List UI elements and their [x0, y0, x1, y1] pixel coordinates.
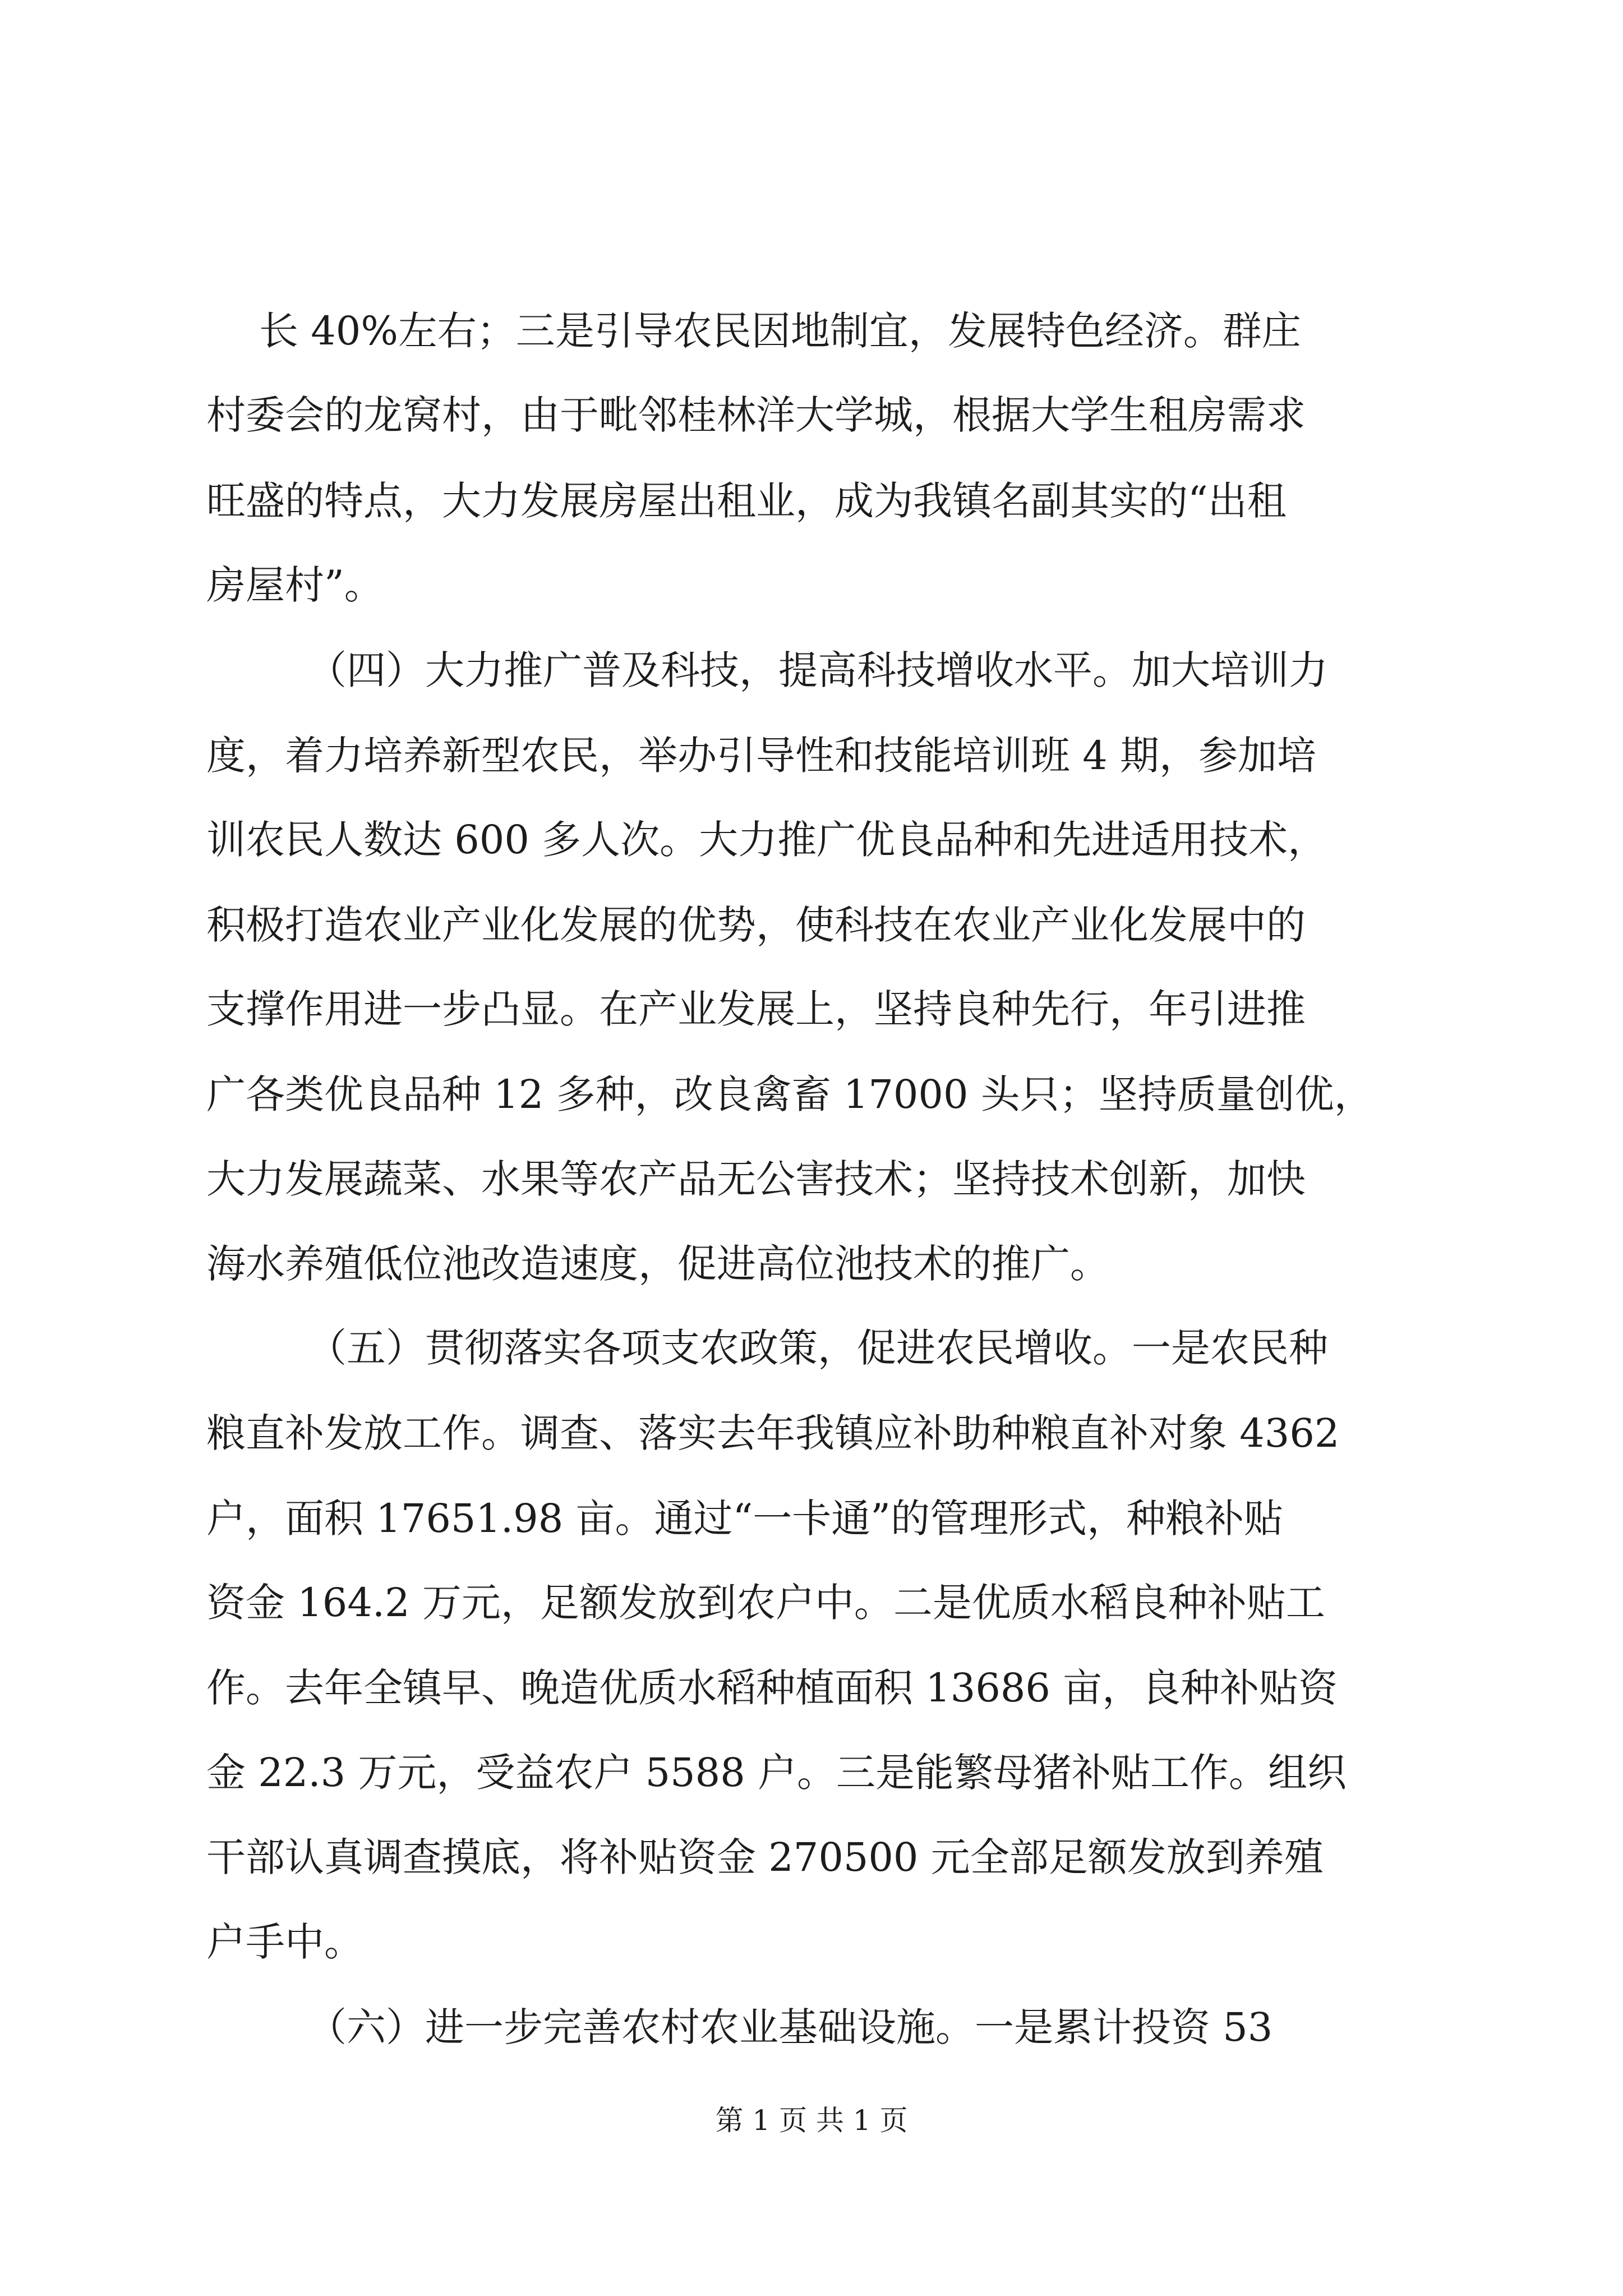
text-line: 积极打造农业产业化发展的优势，使科技在农业产业化发展中的 [206, 902, 1306, 948]
text-line: 长 40%左右；三是引导农民因地制宜，发展特色经济。群庄 [259, 308, 1301, 354]
text-line: 户，面积 17651.98 亩。通过“一卡通”的管理形式，种粮补贴 [206, 1496, 1284, 1542]
text-line: 支撑作用进一步凸显。在产业发展上，坚持良种先行，年引进推 [206, 986, 1306, 1032]
text-line: 旺盛的特点，大力发展房屋出租业，成为我镇名副其实的“出租 [206, 478, 1287, 524]
page-footer: 第 1 页 共 1 页 [715, 2104, 908, 2137]
text-line: （四）大力推广普及科技，提高科技增收水平。加大培训力 [307, 647, 1328, 693]
text-line: 广各类优良品种 12 多种，改良禽畜 17000 头只；坚持质量创优， [206, 1071, 1373, 1117]
text-line: 房屋村”。 [206, 562, 384, 608]
text-line: 资金 164.2 万元，足额发放到农户中。二是优质水稻良种补贴工 [206, 1580, 1325, 1626]
text-line: 度，着力培养新型农民，举办引导性和技能培训班 4 期，参加培 [206, 733, 1317, 779]
text-line: 大力发展蔬菜、水果等农产品无公害技术；坚持技术创新，加快 [206, 1156, 1306, 1202]
text-line: 村委会的龙窝村，由于毗邻桂林洋大学城，根据大学生租房需求 [206, 392, 1306, 438]
text-line: 作。去年全镇早、晚造优质水稻种植面积 13686 亩，良种补贴资 [206, 1665, 1338, 1711]
text-line: 干部认真调查摸底，将补贴资金 270500 元全部足额发放到养殖 [206, 1834, 1324, 1880]
text-line: 金 22.3 万元，受益农户 5588 户。三是能繁母猪补贴工作。组织 [206, 1750, 1347, 1796]
text-line: 户手中。 [206, 1919, 363, 1965]
text-line: 海水养殖低位池改造速度，促进高位池技术的推广。 [206, 1241, 1109, 1287]
text-line: 粮直补发放工作。调查、落实去年我镇应补助种粮直补对象 4362 [206, 1410, 1340, 1456]
text-line: 训农民人数达 600 多人次。大力推广优良品种和先进适用技术， [206, 817, 1327, 863]
text-line: （五）贯彻落实各项支农政策，促进农民增收。一是农民种 [307, 1325, 1328, 1371]
text-line: （六）进一步完善农村农业基础设施。一是累计投资 53 [307, 2004, 1273, 2050]
